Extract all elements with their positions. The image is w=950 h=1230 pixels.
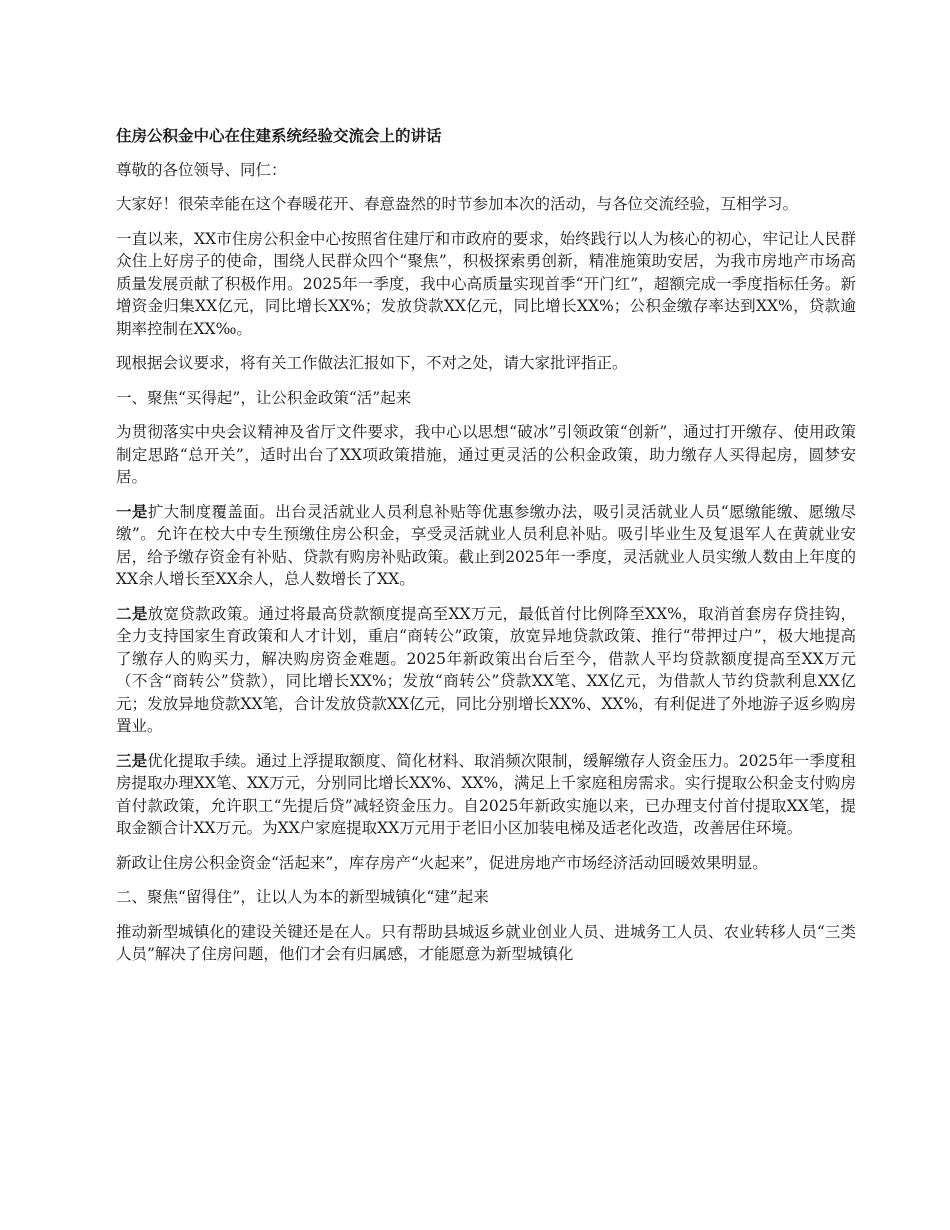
point-1-lead: 一是: [116, 501, 148, 521]
paragraph-greeting: 大家好！很荣幸能在这个春暖花开、春意盎然的时节参加本次的活动，与各位交流经验，互相学习。: [116, 195, 799, 213]
point-3-lead: 三是: [116, 750, 148, 770]
document-body: [116, 125, 856, 978]
point-1-text: 扩大制度覆盖面。出台灵活就业人员利息补贴等优惠参缴办法，吸引灵活就业人员“愿缴能缴、愿缴尽缴”。允许在校大中专生预缴住房公积金，享受灵活就业人员利息补贴。吸引毕业生及复退军人在黄就业安居，给予缴存资金有补贴、贷款有购房补贴政策。截止到2025年一季度，灵活就业人员实缴人数由上年度的XX余人增长至XX余人，总人数增长了XX。: [116, 502, 856, 588]
section-heading-2: 二、聚焦“留得住”，让以人为本的新型城镇化“建”起来: [116, 888, 489, 906]
paragraph-point-2: [116, 603, 856, 738]
paragraph-intro: 一直以来，XX市住房公积金中心按照省住建厅和市政府的要求，始终践行以人为核心的初心，牢记让人民群众住上好房子的使命，围绕人民群众四个“聚焦”，积极探索勇创新，精准施策助安居，为我市房地产市场高质量发展贡献了积极作用。2025年一季度，我中心高质量实现首季“开门红”，超额完成一季度指标任务。新增资金归集XX亿元，同比增长XX%；发放贷款XX亿元，同比增长XX%；公积金缴存率达到XX%，贷款逾期率控制在XX‰。: [116, 229, 856, 338]
paragraph-point-3: [116, 750, 856, 840]
point-2-text: 放宽贷款政策。通过将最高贷款额度提高至XX万元，最低首付比例降至XX%，取消首套房存贷挂钩，全力支持国家生育政策和人才计划，重启“商转公”政策，放宽异地贷款政策、推行“带押过户”，极大地提高了缴存人的购买力，解决购房资金难题。2025年新政策出台后至今，借款人平均贷款额度提高至XX万元（不含“商转公”贷款），同比增长XX%；发放“商转公”贷款XX笔、XX亿元，为借款人节约贷款利息XX亿元；发放异地贷款XX笔，合计发放贷款XX亿元，同比分别增长XX%、XX%，有利促进了外地游子返乡购房置业。: [116, 604, 856, 735]
paragraph-report-note: 现根据会议要求，将有关工作做法汇报如下，不对之处，请大家批评指正。: [116, 354, 628, 372]
paragraph-section-1-intro: 为贯彻落实中央会议精神及省厅文件要求，我中心以思想“破冰”引领政策“创新”，通过打开缴存、使用政策制定思路“总开关”，适时出台了XX项政策措施，通过更灵活的公积金政策，助力缴存人买得起房，圆梦安居。: [116, 423, 856, 486]
paragraph-section-2-intro: 推动新型城镇化的建设关键还是在人。只有帮助县城返乡就业创业人员、进城务工人员、农业转移人员“三类人员”解决了住房问题，他们才会有归属感，才能愿意为新型城镇化: [116, 922, 856, 963]
paragraph-point-1: [116, 501, 856, 591]
section-heading-1: 一、聚焦“买得起”，让公积金政策“活”起来: [116, 388, 412, 407]
document-title: 住房公积金中心在住建系统经验交流会上的讲话: [116, 126, 442, 145]
point-3-text: 优化提取手续。通过上浮提取额度、简化材料、取消频次限制，缓解缴存人资金压力。2025年一季度租房提取办理XX笔、XX万元，分别同比增长XX%、XX%，满足上千家庭租房需求。实行提取公积金支付购房首付款政策，允许职工“先提后贷”减轻资金压力。自2025年新政实施以来，已办理支付首付提取XX笔，提取金额合计XX万元。为XX户家庭提取XX万元用于老旧小区加装电梯及适老化改造，改善居住环境。: [116, 751, 856, 837]
point-2-lead: 二是: [116, 603, 148, 623]
paragraph-section-1-summary: 新政让住房公积金资金“活起来”，库存房产“火起来”，促进房地产市场经济活动回暖效果明显。: [116, 853, 768, 872]
salutation: 尊敬的各位领导、同仁：: [116, 160, 287, 179]
